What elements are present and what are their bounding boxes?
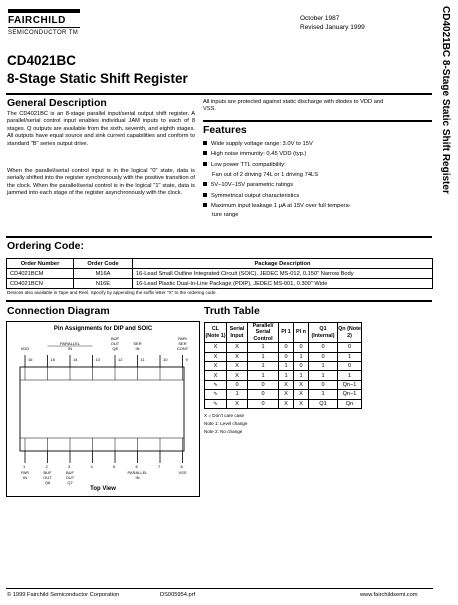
pin-label-word: OUT [65,475,75,480]
column-header: Order Code [74,259,133,269]
section-rule [6,93,432,95]
footer-document-number: DS005954.prf [160,592,196,598]
table-cell: 1 [294,371,309,380]
table-row [205,371,362,380]
table-cell: 0 [248,380,279,389]
table-cell: Qn−1 [338,380,362,389]
truth-table-heading: Truth Table [204,305,260,317]
table-cell: 0 [227,380,248,389]
table-cell: 1 [309,390,338,399]
feature-item: 5V–10V–15V parametric ratings [203,182,293,190]
column-header: Q1 (Internal) [309,323,338,343]
pin-number: 11 [140,357,145,362]
pin-label-word: IN [68,346,72,351]
table-cell: 1 [227,390,248,399]
table-cell: X [227,371,248,380]
truth-note: X = Don't care case [204,413,245,418]
table-cell: 0 [294,343,309,352]
feature-item: Maximum input leakage 1 μA at 15V over full tempera- [203,203,351,211]
table-cell: 0 [279,352,294,361]
table-cell: X [205,352,227,361]
pin-diagram [7,322,199,496]
table-cell: X [294,390,309,399]
part-number: CD4021BC [7,53,77,68]
logo-rule [8,27,80,28]
order-code: M16A [74,269,133,279]
table-cell: ∿ [205,399,227,408]
ordering-note: Devices also available in Tape and Reel. Specify by appending the suffix letter "X" to the ordering code. [7,290,217,295]
table-row [205,343,362,352]
table-cell: 0 [294,362,309,371]
table-cell: X [205,371,227,380]
table-cell: X [227,362,248,371]
table-cell: X [294,380,309,389]
column-header: Parallel/ Serial Control [248,323,279,343]
table-cell: 1 [248,362,279,371]
table-cell: 1 [338,352,362,361]
side-title-text: CD4021BC 8-Stage Static Shift Register [440,6,451,194]
table-row [7,269,433,279]
pin-number: 12 [118,357,123,362]
column-header: Serial Input [227,323,248,343]
column-header: Qn (Note 2) [338,323,362,343]
table-cell: X [205,362,227,371]
pin-number: 16 [28,357,33,362]
package-description: 16-Lead Small Outline Integrated Circuit (SOIC), JEDEC MS-012, 0.150" Narrow Body [133,269,433,279]
table-cell: 1 [309,371,338,380]
table-cell: X [205,343,227,352]
table-cell: 1 [248,343,279,352]
table-cell: Qn [338,399,362,408]
table-cell: 1 [294,352,309,361]
pin-diagram-title: Pin Assignments for DIP and SOIC [53,326,153,332]
column-header: CL (Note 1) [205,323,227,343]
pin-label-word: PAR [21,470,29,475]
table-cell: 0 [338,343,362,352]
table-row [7,279,433,289]
table-cell: X [227,399,248,408]
general-description-p2: When the parallel/serial control input is in the logical "0" state, data is serially shifted into the register synchronously with the positive transition of the clock. When the parallel/serial control is in the logical "1" state, data is jammed into each stage of the register asynchronously with the clock. [7,168,195,197]
chip-body [20,367,184,451]
column-header: PI 1 [279,323,294,343]
pin-label-word: Q7 [67,480,73,485]
table-row [205,399,362,408]
table-cell: 1 [279,362,294,371]
pin-label-word: BUF [111,336,119,341]
pin-number: 15 [50,357,55,362]
truth-table [204,322,362,409]
pin-label-word: IN [135,346,140,351]
features-heading: Features [203,124,247,136]
top-view-caption: Top View [90,486,116,492]
ordering-rule [6,236,432,238]
table-cell: X [227,352,248,361]
pin-number: 2 [45,464,48,469]
table-row [205,362,362,371]
table-cell: X [227,343,248,352]
side-title [437,6,451,266]
pin-number: 3 [68,464,71,469]
pin-number: 1 [23,464,26,469]
document-title: 8-Stage Static Shift Register [7,71,188,86]
general-description-p1: The CD4021BC is an 8-stage parallel input/serial output shift register. A parallel/serial control input enables individual JAM inputs to each of 8 stages. Q outputs are available from the sixth, seventh, and eighth stages. All outputs have equal source and sink current capabilities and conform to standard "B" series output drive. [7,111,195,147]
table-cell: 0 [248,399,279,408]
table-cell: Qn−1 [338,390,362,399]
logo-bar [8,9,80,13]
pin-number: 5 [113,464,116,469]
features-rule [203,120,432,122]
ordering-table [6,258,433,289]
pin-number: 4 [90,464,93,469]
package-description: 16-Lead Plastic Dual-In-Line Package (PDIP), JEDEC MS-001, 0.300" Wide [133,279,433,289]
column-header: Order Number [7,259,74,269]
pin-label-word: PAR/ [177,336,188,341]
feature-subitem: Fan out of 2 driving 74L or 1 driving 74LS [212,172,319,178]
table-cell: ∿ [205,390,227,399]
table-cell: 1 [248,352,279,361]
table-cell: 1 [309,362,338,371]
feature-item: Wide supply voltage range: 3.0V to 15V [203,141,313,149]
table-cell: 0 [309,352,338,361]
table-cell: Q1 [309,399,338,408]
company-logo: FAIRCHILD [8,15,66,26]
pin-label-word: CONT [176,346,189,351]
order-number: CD4021BCN [7,279,74,289]
table-cell: X [279,399,294,408]
feature-item: Low power TTL compatibility: [203,162,286,170]
table-cell: 1 [248,371,279,380]
table-cell: X [279,380,294,389]
table-cell: ∿ [205,380,227,389]
pin-number: 14 [73,357,78,362]
pin-number: 6 [135,464,138,469]
connection-rule [6,300,432,302]
pin-label-word: SER [178,341,187,346]
table-row [205,380,362,389]
pin-number: 8 [180,464,183,469]
pin-label-word: VSS [178,470,187,475]
table-cell: X [294,399,309,408]
original-date: October 1987 [300,15,340,22]
pin-label-word: VDD [20,346,30,351]
static-protection-note: All inputs are protected against static discharge with diodes to VDD and VSS. [203,99,384,113]
table-cell: 0 [309,343,338,352]
pin-diagram-box [6,321,200,497]
pin-label-word: SER [133,341,142,346]
pin-label-word: OUT [43,475,52,480]
footer-rule [6,588,433,589]
truth-note: Note 2: No change [204,429,243,434]
table-cell: X [279,390,294,399]
revised-date: Revised January 1999 [300,24,365,31]
pin-label-word: Q6 [44,480,51,485]
table-cell: 0 [338,362,362,371]
table-row [205,352,362,361]
feature-item: Symmetrical output characteristics [203,193,299,201]
company-logo-subtitle: SEMICONDUCTOR TM [8,30,79,36]
table-cell: 1 [279,371,294,380]
pin-number: 9 [185,357,188,362]
table-cell: 0 [248,390,279,399]
pin-label-word: PARALLEL [60,341,80,346]
pin-label-word: BUF [43,470,52,475]
pin-number: 7 [158,464,161,469]
pin-label-word: OUT [110,341,120,346]
ordering-code-heading: Ordering Code: [7,240,85,252]
feature-item: High noise immunity: 0.45 VDD (typ.) [203,151,306,159]
pin-label-word: BUF [66,470,74,475]
table-cell: 1 [338,371,362,380]
column-header: PI n [294,323,309,343]
order-code: N16E [74,279,133,289]
connection-diagram-heading: Connection Diagram [7,305,110,317]
table-row [205,390,362,399]
pin-number: 13 [95,357,100,362]
pin-label-word: IN [23,475,27,480]
feature-subitem: ture range [212,212,239,218]
order-number: CD4021BCM [7,269,74,279]
footer-url[interactable]: www.fairchildsemi.com [360,592,418,598]
table-cell: 0 [309,380,338,389]
pin-label-word: Q8 [112,346,118,351]
table-cell: 0 [279,343,294,352]
column-header: Package Description [133,259,433,269]
general-description-heading: General Description [7,97,107,109]
truth-note: Note 1: Level change [204,421,248,426]
footer-copyright: © 1999 Fairchild Semiconductor Corporation [7,592,120,598]
pin-number: 10 [163,357,168,362]
pin-label-word: PARALLEL [127,470,148,475]
pin-label-word: IN [135,475,140,480]
